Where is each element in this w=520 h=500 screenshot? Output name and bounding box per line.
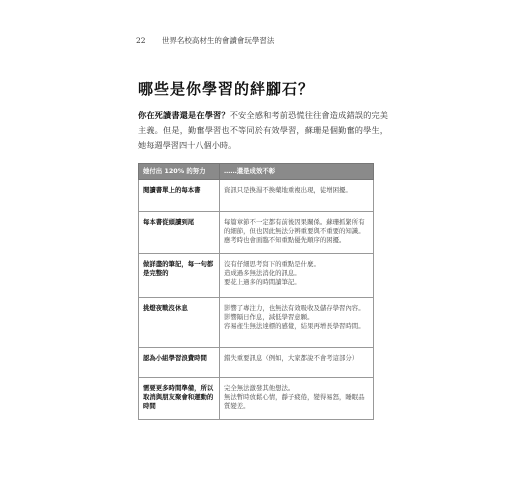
table-header-row [139,164,374,180]
row-outcome: 影響了專注力，也無法有效吸收及儲存學習內容。 影響隔日作息，減低學習意願。 容易產生無法達標的感覺，結果再增長學習時間。 [220,298,374,348]
table-row [139,298,374,348]
paragraph-lead: 你在死讀書還是在學習？ [138,110,230,120]
table-row [139,212,374,254]
row-outcome: 每篇章節不一定都有前後因果關係。蘇珊抓緊所有的細節，但也因此無法分辨重要與不重要的知識。應考時也會面臨不知重點優先順序的困擾。 [220,212,374,254]
row-outcome: 資訊只是換湯不換藥地重複出現，徒增困擾。 [220,180,374,212]
table-row [139,378,374,420]
table-header-result: ……還是成效不彰 [220,164,374,180]
row-action: 挑燈夜戰沒休息 [139,298,220,348]
row-action: 認為小組學習浪費時間 [139,348,220,378]
paragraph-body: 不安全感和考前恐慌往往會造成錯誤的完美主義。但是，勤奮學習也不等同於有效學習，蘇珊是個勤奮的學生，她每週學習四十八個小時。 [138,110,388,150]
table-row [139,180,374,212]
book-title: 世界名校高材生的會讀會玩學習法 [161,36,275,45]
running-header [136,35,274,46]
row-action: 每本書從頭讀到尾 [139,212,220,254]
page-number: 22 [136,36,146,45]
table-row [139,348,374,378]
table-row [139,254,374,298]
row-action: 需要更多時間準備，所以取消與朋友聚會和運動的時間 [139,378,220,420]
section-title: 哪些是你學習的絆腳石？ [138,80,315,98]
row-outcome: 完全無法激發其他想法。 無法暫時放鬆心情，靜子疲倦，變得易怒，睡眠品質變差。 [220,378,374,420]
study-obstacles-table [138,163,374,420]
intro-paragraph [138,108,388,153]
row-action: 閱讀書單上的每本書 [139,180,220,212]
row-outcome: 錯失重要訊息（例如，大家都說不會考這部分） [220,348,374,378]
row-action: 做詳盡的筆記，每一句都是完整的 [139,254,220,298]
table-header-effort: 她付出 120% 的努力 [139,164,220,180]
row-outcome: 沒有仔細思考寫下的重點是什麼。 造成過多無法消化的訊息。 要花上過多的時間讀筆記。 [220,254,374,298]
